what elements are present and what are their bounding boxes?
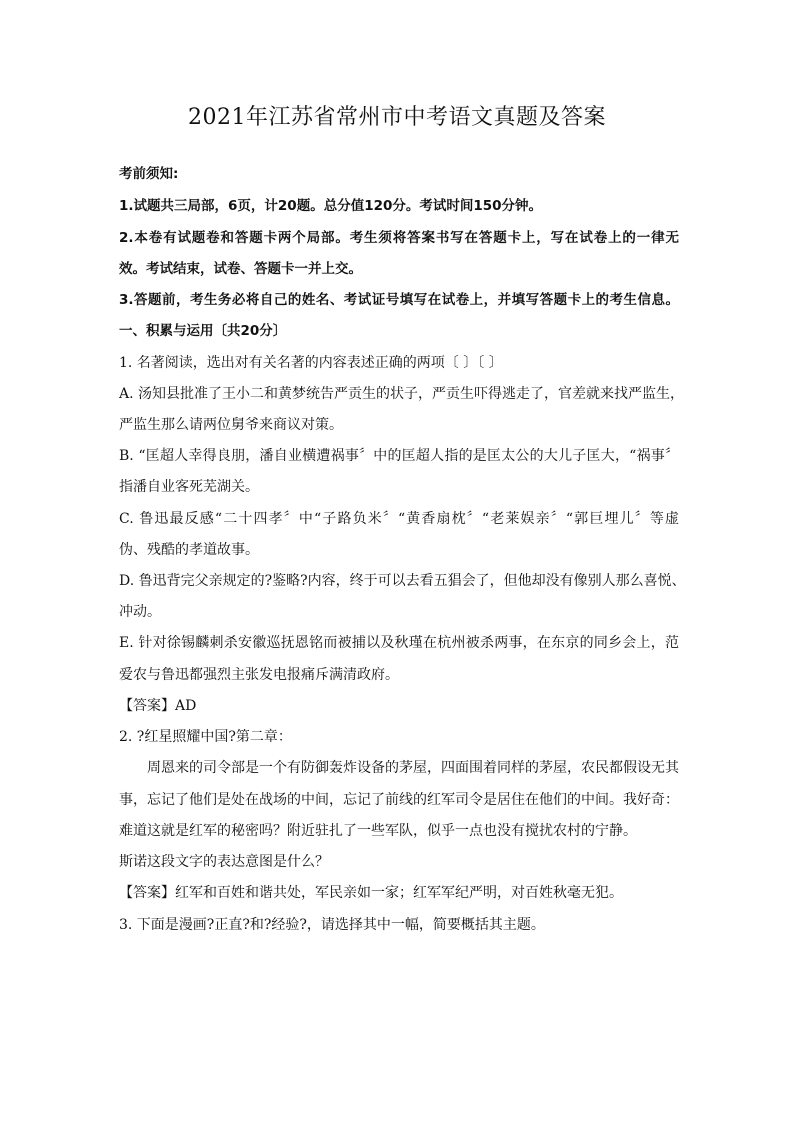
q1-option-c-line-2: 伪、残酷的孝道故事。	[119, 542, 259, 558]
q2-passage-line-2: 事，忘记了他们是处在战场的中间，忘记了前线的红军司令是居住在他们的中间。我好奇：	[119, 792, 679, 808]
notice-2-line-2: 效。考试结束，试卷、答题卡一并上交。	[119, 261, 362, 277]
q1-option-d-line-1: D. 鲁迅背完父亲规定的?鉴略?内容，终于可以去看五猖会了，但他却没有像别人那么喜悦、	[119, 573, 686, 589]
q2-question: 斯诺这段文字的表达意图是什么？	[119, 854, 329, 870]
q1-option-d-line-2: 冲动。	[119, 604, 161, 620]
q1-option-b-line-2: 指潘自业客死芜湖关。	[119, 479, 259, 495]
notice-1: 1.试题共三局部，6页，计20题。总分值120分。考试时间150分钟。	[119, 198, 543, 214]
q2-passage-line-1: 周恩来的司令部是一个有防御轰炸设备的茅屋，四面围着同样的茅屋，农民都假设无其	[147, 760, 679, 776]
q1-option-a-line-2: 严监生那么请两位舅爷来商议对策。	[119, 417, 343, 433]
notice-2-line-1: 2.本卷有试题卷和答题卡两个局部。考生须将答案书写在答题卡上，写在试卷上的一律无	[119, 230, 679, 246]
q2-passage-line-3: 难道这就是红军的秘密吗？附近驻扎了一些军队，似乎一点也没有搅扰农村的宁静。	[119, 823, 637, 839]
notice-3: 3.答题前，考生务必将自己的姓名、考试证号填写在试卷上，并填写答题卡上的考生信息。	[119, 292, 679, 308]
section1-heading: 一、积累与运用〔共20分〕	[119, 323, 287, 339]
q1-option-e-line-1: E. 针对徐锡麟刺杀安徽巡抚恩铭而被捕以及秋瑾在杭州被杀两事，在东京的同乡会上，范	[119, 635, 679, 651]
q1-option-b-line-1: B. “匡超人幸得良朋，潘自业横遭祸事〞中的匡超人指的是匡太公的大儿子匡大，“祸事〞	[119, 448, 679, 464]
q1-stem: 1. 名著阅读，选出对有关名著的内容表述正确的两项〔 〕〔 〕	[119, 355, 503, 371]
q1-option-a-line-1: A. 汤知县批准了王小二和黄梦统告严贡生的状子，严贡生吓得逃走了，官差就来找严监生，	[119, 386, 685, 402]
document-title: 2021年江苏省常州市中考语文真题及答案	[188, 105, 606, 130]
q3-stem: 3. 下面是漫画?正直?和?经验?，请选择其中一幅，简要概括其主题。	[119, 917, 545, 933]
q1-option-c-line-1: C. 鲁迅最反感“二十四孝〞中“子路负米〞“黄香扇枕〞“老莱娱亲〞“郭巨埋儿〞等虚	[119, 511, 679, 527]
notice-heading: 考前须知:	[119, 166, 179, 182]
q1-option-e-line-2: 爱农与鲁迅都强烈主张发电报痛斥满清政府。	[119, 667, 399, 683]
q2-stem: 2. ?红星照耀中国?第二章：	[119, 729, 292, 745]
q1-answer: 【答案】AD	[119, 698, 197, 714]
q2-answer: 【答案】红军和百姓和谐共处，军民亲如一家；红军军纪严明，对百姓秋毫无犯。	[119, 885, 623, 901]
